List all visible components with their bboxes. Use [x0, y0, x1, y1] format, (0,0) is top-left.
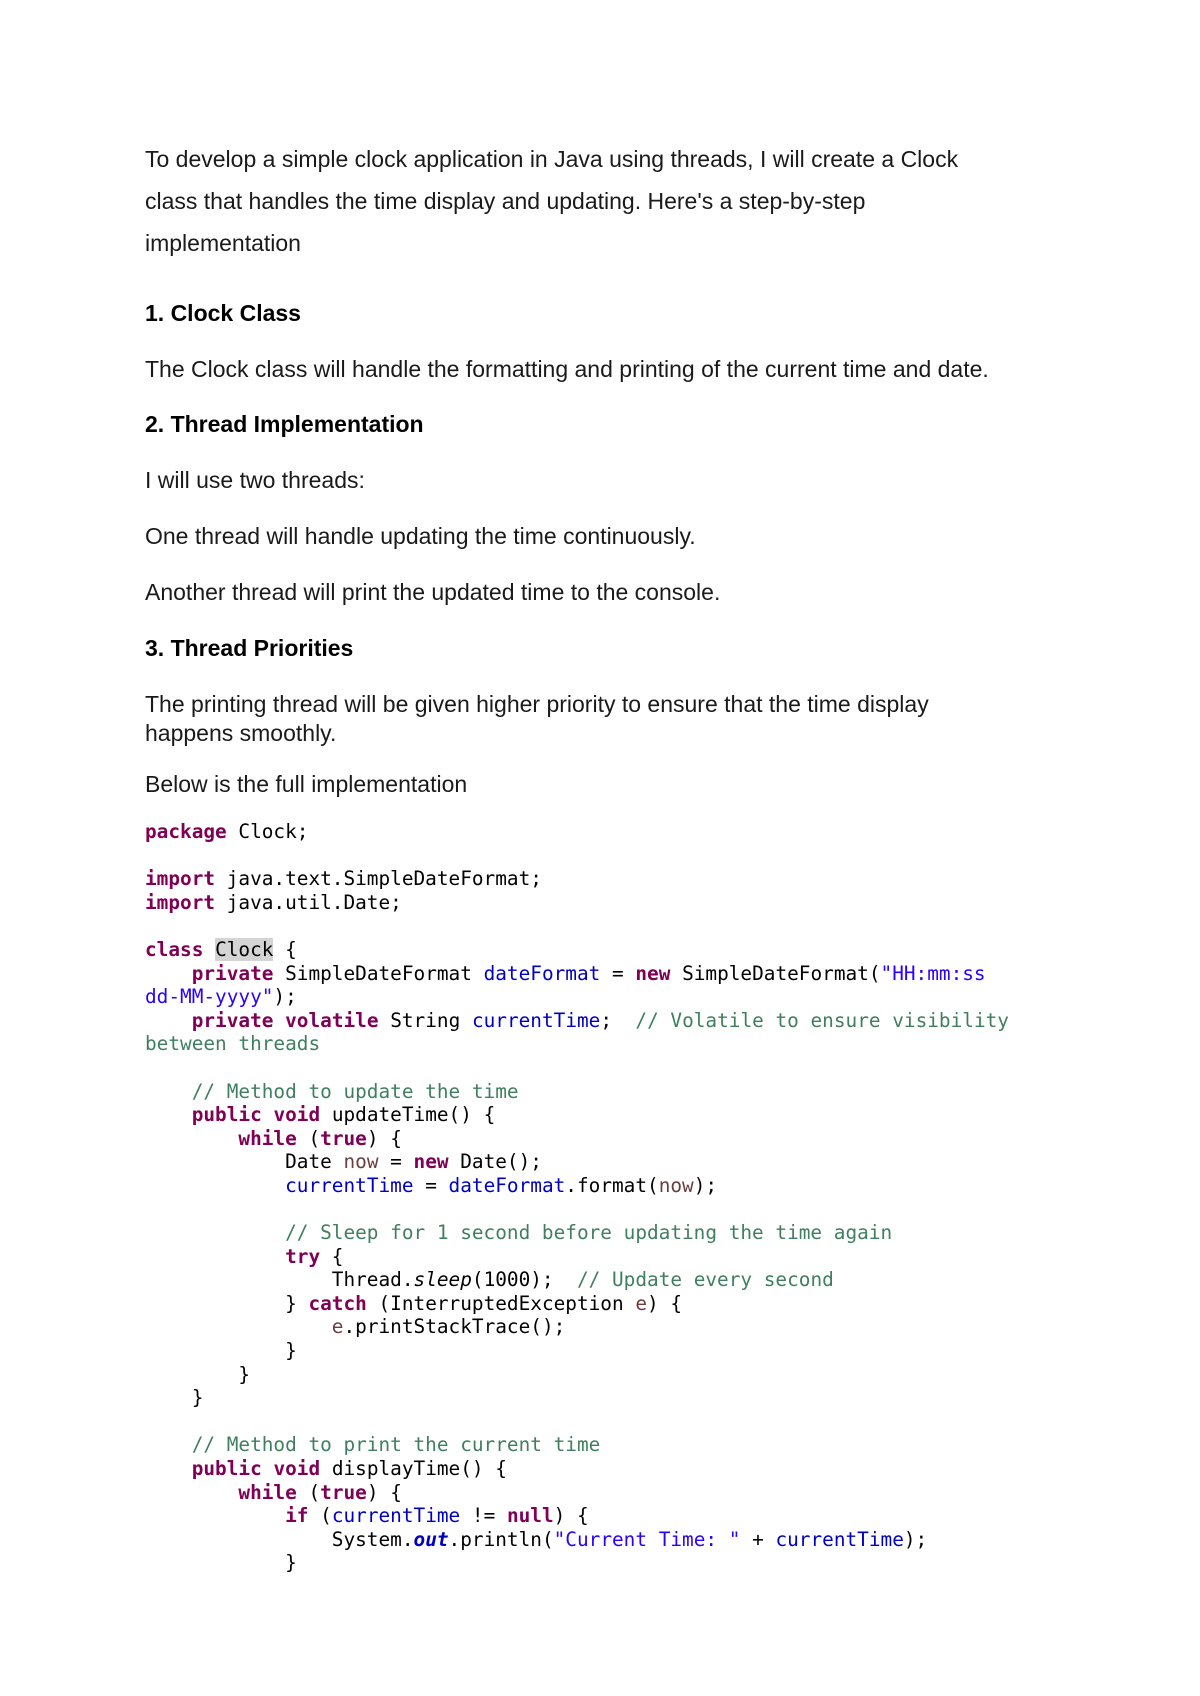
section-1-body: The Clock class will handle the formatting and printing of the current time and date.	[145, 356, 989, 382]
section-3-body-line-1: The printing thread will be given higher priority to ensure that the time display	[145, 691, 929, 717]
section-2-body-1: I will use two threads:	[145, 467, 365, 493]
highlighted-class-name: Clock	[215, 937, 274, 961]
section-3-heading: 3. Thread Priorities	[145, 635, 354, 661]
intro-line-1: To develop a simple clock application in Java using threads, I will create a Clock	[145, 146, 959, 172]
java-code-block: package Clock; import java.text.SimpleDateFormat; import java.util.Date; class Clock { private SimpleDateFormat dateFormat = new SimpleDateFormat("HH:mm:ss dd-MM-yyyy"); private volatile String currentTime; // Volatile to ensure visibility between threads // Method to update the time public void updateTime() { while (true) { Date now = new Date(); currentTime = dateFormat.format(now); // Sleep for 1 second before updating the time again try { Thread.sleep(1000); // Update every second } catch (InterruptedException e) { e.printStackTrace(); } } } // Method to print the current time public void displayTime() { while (true) { if (currentTime != null) { System.out.println("Current Time: " + currentTime); }	[145, 820, 1009, 1575]
intro-line-2: class that handles the time display and updating. Here's a step-by-step	[145, 188, 866, 214]
section-1-heading: 1. Clock Class	[145, 300, 301, 326]
section-3-body-line-2: happens smoothly.	[145, 720, 337, 746]
section-2-body-2: One thread will handle updating the time continuously.	[145, 523, 696, 549]
section-2-heading: 2. Thread Implementation	[145, 411, 424, 437]
section-2-body-3: Another thread will print the updated time to the console.	[145, 579, 721, 605]
section-3-lead: Below is the full implementation	[145, 771, 468, 797]
intro-line-3: implementation	[145, 230, 301, 256]
